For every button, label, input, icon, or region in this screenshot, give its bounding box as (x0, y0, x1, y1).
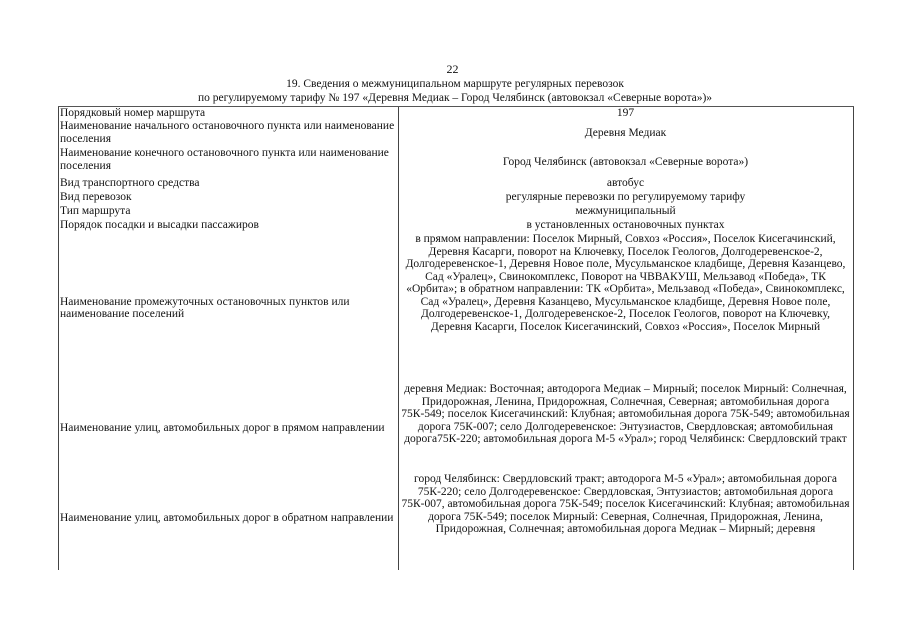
row-value: Деревня Медиак (584, 127, 667, 140)
row-label: Наименование конечного остановочного пункта или наименование поселения (60, 147, 389, 172)
page-number: 22 (446, 62, 459, 76)
heading-line-2: по регулируемому тарифу № 197 «Деревня Медиак – Город Челябинск (автовокзал «Северные ворота»)» (197, 92, 713, 104)
row-label: Наименование начального остановочного пункта или наименование поселения (60, 120, 395, 145)
row-value: автобус (606, 177, 645, 189)
table-row (59, 107, 853, 120)
row-value: деревня Медиак: Восточная; автодорога Медиак – Мирный; поселок Мирный: Солнечная, Придорожная, Ленина, Придорожная, Солнечная, Северная; автомобильная дорога 75К-549; поселок Кисегачинский: Клубная; автомобильная дорога 75К-549; автомобильная дорога 75К-007; село Долгодеревенское: Энтузиастов, Свердловская; автомобильная дорога75К-220; автомобильная дорога М-5 «Урал»; город Челябинск: Свердловский тракт (401, 383, 850, 445)
row-value: межмуниципальный (575, 205, 676, 217)
row-value: Город Челябинск (автовокзал «Северные ворота») (502, 155, 749, 168)
table-row (59, 233, 853, 383)
row-value: город Челябинск: Свердловский тракт; автодорога М-5 «Урал»; автомобильная дорога 75К-220; село Долгодеревенское: Свердловская, Энтузиастов; автомобильная дорога 75К-007, автомобильная дорога 75К-549; поселок Кисегачинский: Клубная; автомобильная дорога 75К-549; поселок Мирный: Северная, Солнечная, Придорожная, Ленина, Придорожная, Солнечная; автомобильная дорога Медиак – Мирный; деревня (401, 473, 850, 535)
table-row (59, 219, 853, 233)
row-value: 197 (616, 107, 635, 119)
table-row (59, 205, 853, 219)
row-label: Наименование улиц, автомобильных дорог в прямом направлении (60, 421, 385, 434)
row-value: в прямом направлении: Поселок Мирный, Совхоз «Россия», Поселок Кисегачинский, Деревня Касарги, поворот на Ключевку, Поселок Геологов, Долгодеревенское-2, Долгодеревенское-1, Деревня Новое поле, Мусульманское кладбище, Деревня Казанцево, Сад «Уралец», Свинокомплекс, Поворот на ЧВВАКУШ, Мельзавод «Победа», ТК «Орбита»; в обратном направлении: ТК «Орбита», Мельзавод «Победа», Свинокомплекс, Сад «Уралец», Деревня Казанцево, Мусульманское кладбище, Деревня Новое поле, Долгодеревенское-1, Долгодеревенское-2, Поселок Геологов, поворот на Ключевку, Деревня Касарги, Поселок Кисегачинский, Совхоз «Россия», Поселок Мирный (405, 233, 846, 333)
table-row (59, 383, 853, 473)
table-row (59, 147, 853, 177)
row-label: Тип маршрута (60, 205, 131, 217)
row-label: Наименование улиц, автомобильных дорог в обратном направлении (60, 511, 394, 524)
row-value: в установленных остановочных пунктах (526, 219, 725, 231)
route-info-table (59, 107, 853, 563)
heading-line-1: 19. Сведения о межмуниципальном маршруте регулярных перевозок (286, 78, 624, 90)
row-value: регулярные перевозки по регулируемому тарифу (505, 191, 746, 203)
row-label: Порядковый номер маршрута (60, 107, 206, 119)
table-row (59, 191, 853, 205)
row-label: Вид перевозок (60, 191, 132, 203)
row-label: Порядок посадки и высадки пассажиров (60, 219, 259, 231)
table-row (59, 120, 853, 147)
row-label: Вид транспортного средства (60, 177, 200, 189)
table-row (59, 473, 853, 563)
document-heading (60, 77, 850, 105)
table-right-border (853, 107, 854, 570)
row-label: Наименование промежуточных остановочных пунктов или наименование поселений (60, 295, 350, 320)
table-row (59, 177, 853, 191)
